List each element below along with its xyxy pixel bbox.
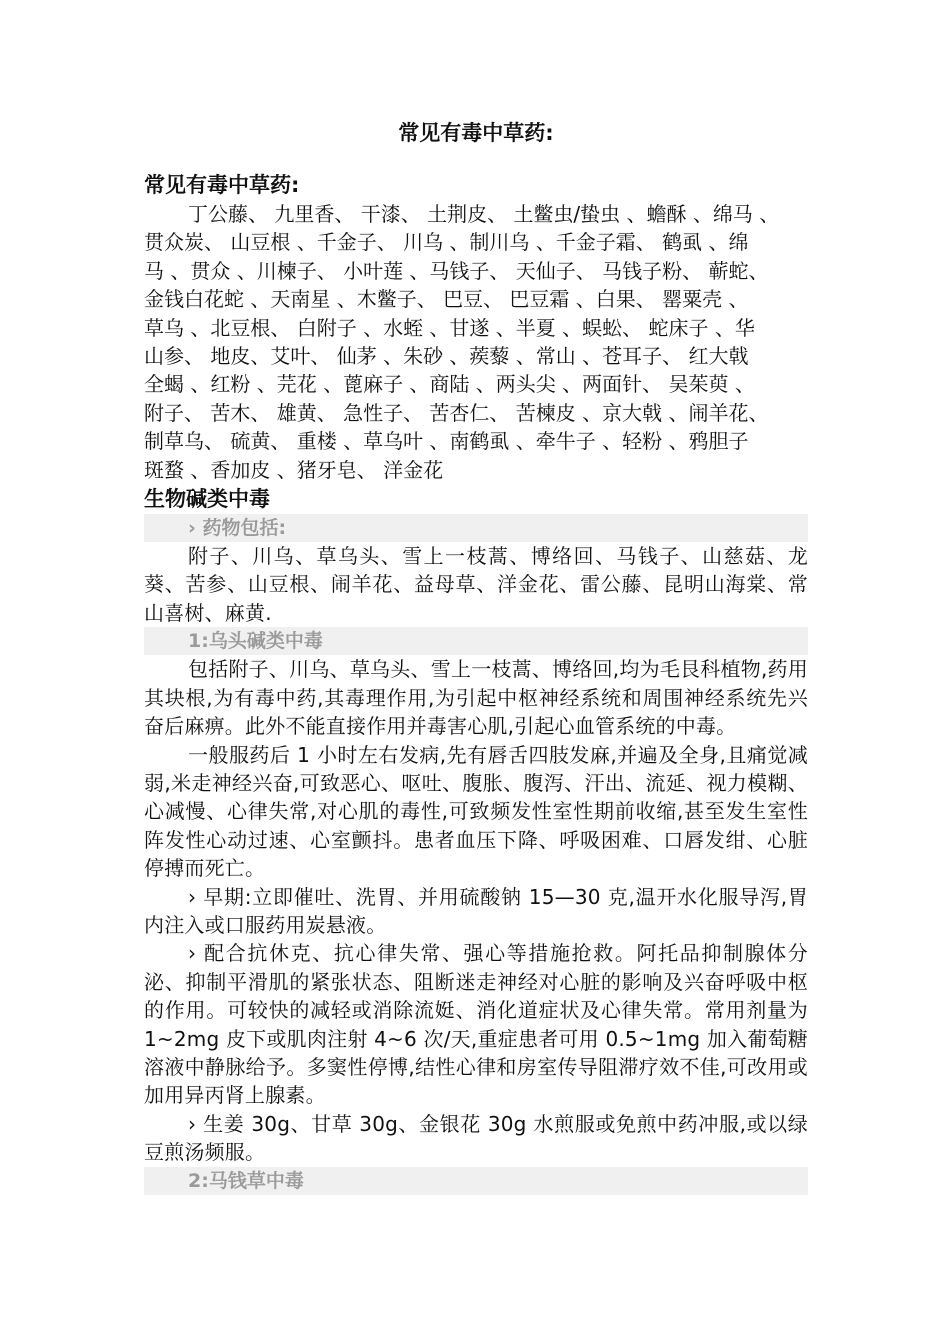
drugs-included-text: 附子、川乌、草乌头、雪上一枝蒿、博络回、马钱子、山慈菇、龙葵、苦参、山豆根、闹羊花、益母草、洋金花、雷公藤、昆明山海棠、常山喜树、麻黄. <box>144 544 808 625</box>
aconitine-symptoms-paragraph: 一般服药后 1 小时左右发病,先有唇舌四肢发麻,并遍及全身,且痛觉减弱,米走神经兴奋,可致恶心、呕吐、腹胀、腹泻、汗出、流延、视力模糊、心减慢、心律失常,对心肌的毒性,可致频发性室性期前收缩,甚至发生室性阵发性心动过速、心室颤抖。患者血压下降、呼吸困难、口唇发绀、心脏停搏而死亡。 <box>144 742 808 881</box>
herb-list-line: 草乌 、北豆根、 白附子 、水蛭 、甘遂 、半夏 、蜈蚣、 蛇床子 、华 <box>144 315 755 340</box>
herb-list-line: 贯众炭、 山豆根 、千金子、 川乌 、制川乌 、千金子霜、 鹤虱 、绵 <box>144 230 749 255</box>
herb-list-heading: 常见有毒中草药: <box>144 173 300 197</box>
herb-list <box>144 200 808 484</box>
document-body <box>144 117 808 1195</box>
herb-list-line: 附子、 苦木、 雄黄、 急性子、 苦杏仁、 苦楝皮 、京大戟 、闹羊花、 <box>144 400 769 425</box>
alkaloid-section-heading: 生物碱类中毒 <box>144 487 270 512</box>
herb-list-line: 山参、 地皮、艾叶、 仙茅 、朱砂 、蒺藜 、常山 、苍耳子、 红大戟 <box>144 344 749 369</box>
page-title: 常见有毒中草药: <box>398 121 554 145</box>
drugs-included-label: › 药物包括: <box>144 514 808 542</box>
herb-list-line: 全蝎 、红粉 、芫花 、蓖麻子 、商陆 、两头尖 、两面针、 吴茱萸 、 <box>144 372 755 397</box>
herb-list-line: 马 、贯众 、川楝子、 小叶莲 、马钱子、 天仙子、 马钱子粉、 蕲蛇、 <box>144 258 769 283</box>
early-treatment-paragraph: › 早期:立即催吐、洗胃、并用硫酸钠 15—30 克,温开水化服导泻,胃内注入或口服药用炭悬液。 <box>144 884 808 937</box>
herbal-remedy-paragraph: › 生姜 30g、甘草 30g、金银花 30g 水煎服或免煎中药冲服,或以绿豆煎汤频服。 <box>144 1111 808 1165</box>
aconitine-poisoning-heading: 1:乌头碱类中毒 <box>144 627 808 655</box>
herb-list-line: 斑蝥 、香加皮 、猪牙皂、 洋金花 <box>144 457 444 482</box>
herb-list-line: 制草乌、 硫黄、 重楼 、草乌叶 、南鹤虱 、牵牛子 、轻粉 、鸦胆子 <box>144 429 749 454</box>
herb-list-line: 丁公藤、 九里香、 干漆、 土荆皮、 土鳖虫/蛰虫 、蟾酥 、绵马 、 <box>188 202 780 226</box>
aconitine-intro-paragraph: 包括附子、川乌、草乌头、雪上一枝蒿、博络回,均为毛艮科植物,药用其块根,为有毒中药,其毒理作用,为引起中枢神经系统和周围神经系统先兴奋后麻痹。此外不能直接作用并毒害心肌,引起心血管系统的中毒。 <box>144 657 808 739</box>
rescue-measures-paragraph: › 配合抗休克、抗心律失常、强心等措施抢救。阿托品抑制腺体分泌、抑制平滑肌的紧张状态、阻断迷走神经对心脏的影响及兴奋呼吸中枢的作用。可较快的减轻或消除流娗、消化道症状及心律失常。常用剂量为 1~2mg 皮下或肌肉注射 4~6 次/天,重症患者可用 0.5~1mg 加入葡萄糖溶液中静脉给予。多窦性停博,结性心律和房室传导阻滞疗效不佳,可改用或加用异丙肾上腺素。 <box>144 941 808 1108</box>
herb-list-line: 金钱白花蛇 、天南星 、木鳖子、 巴豆、 巴豆霜 、白果、 罂粟壳 、 <box>144 287 749 312</box>
strychnine-poisoning-heading: 2:马钱草中毒 <box>144 1167 808 1195</box>
